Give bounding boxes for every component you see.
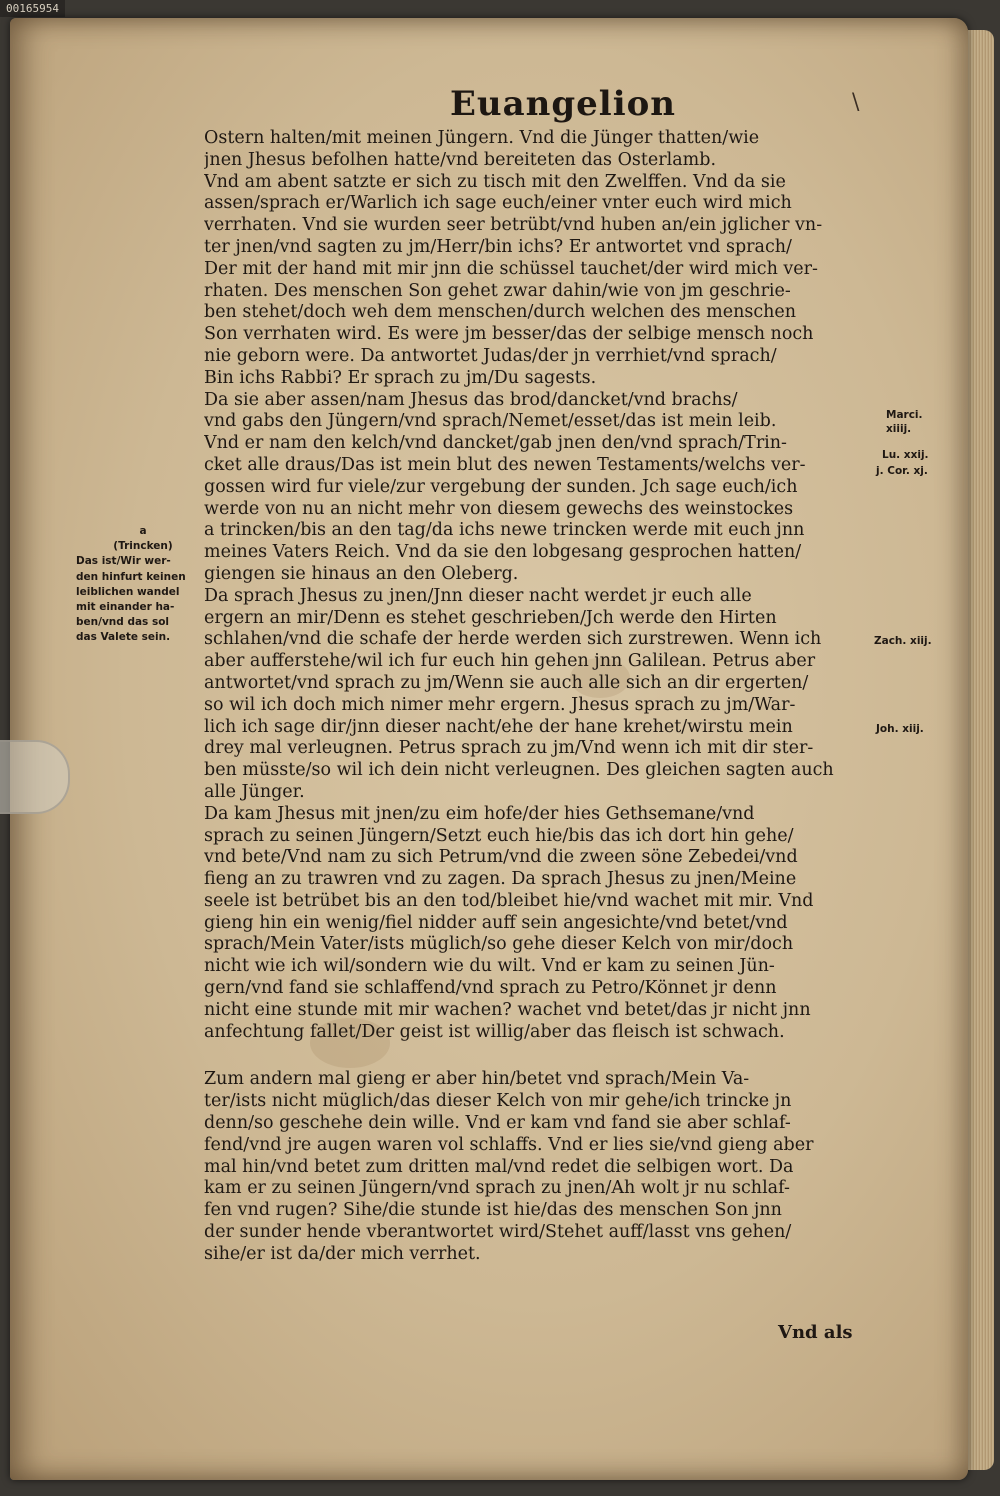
text-line: Son verrhaten wird. Es were jm besser/das der selbige mensch noch [204,324,814,345]
text-line: Da kam Jhesus mit jnen/zu eim hofe/der hies Gethsemane/vnd [204,803,755,824]
text-line: gossen wird fur viele/zur vergebung der sunden. Jch sage euch/ich [204,476,798,497]
text-line: antwortet/vnd sprach zu jm/Wenn sie auch alle sich an dir ergerten/ [204,672,809,693]
text-line: drey mal verleugnen. Petrus sprach zu jm/Vnd wenn ich mit dir ster- [204,738,814,759]
text-line: ben stehet/doch weh dem menschen/durch welchen des menschen [204,302,797,323]
text-line: verrhaten. Vnd sie wurden seer betrübt/vnd huben an/ein jglicher vn- [204,215,823,236]
text-line: Der mit der hand mit mir jnn die schüssel tauchet/der wird mich ver- [204,258,818,279]
text-line: der sunder hende vberantwortet wird/Stehet auff/lasst vns gehen/ [204,1222,792,1243]
text-line: giengen sie hinaus an den Oleberg. [204,563,519,584]
gloss-line: Das ist/Wir wer- [76,555,171,568]
text-line: fen vnd rugen? Sihe/die stunde ist hie/das des menschen Son jnn [204,1200,782,1221]
text-line: denn/so geschehe dein wille. Vnd er kam vnd fand sie aber schlaf- [204,1113,791,1134]
text-line: Da sprach Jhesus zu jnen/Jnn dieser nacht werdet jr euch alle [204,585,752,606]
page-marker-tab[interactable] [0,740,70,814]
text-line: ter jnen/vnd sagten zu jm/Herr/bin ichs? Er antwortet vnd sprach/ [204,236,792,257]
text-line: lich ich sage dir/jnn dieser nacht/ehe der hane krehet/wirstu mein [204,716,793,737]
text-line: sprach zu seinen Jüngern/Setzt euch hie/bis das ich dort hin gehe/ [204,825,794,846]
text-line: seele ist betrübet bis an den tod/bleibet hie/vnd wachet mit mir. Vnd [204,890,814,911]
gloss-line: mit einander ha- [76,601,175,614]
margin-note-marci [886,408,923,436]
gloss-line: a [139,525,147,537]
margin-note-joh [876,722,924,736]
text-block-1 [204,128,880,1043]
text-line: a trincken/bis an den tag/da ichs newe trincken werde mit euch jnn [204,520,805,541]
margin-note-line: Joh. xiij. [876,723,924,735]
margin-note-cor [876,464,928,478]
text-line: gern/vnd fand sie schlaffend/vnd sprach zu Petro/Könnet jr denn [204,978,777,999]
text-line: vnd gabs den Jüngern/vnd sprach/Nemet/esset/das ist mein leib. [204,411,777,432]
text-line: schlahen/vnd die schafe der herde werden sich zurstrewen. Wenn ich [204,629,822,650]
text-line: rhaten. Des menschen Son gehet zwar dahin/wie von jm geschrie- [204,280,791,301]
gloss-line: das Valete sein. [76,631,171,644]
text-line: Ostern halten/mit meinen Jüngern. Vnd die Jünger thatten/wie [204,128,760,148]
text-line: werde von nu an nicht mehr von diesem gewechs des weinstockes [204,498,794,519]
text-line: Bin ichs Rabbi? Er sprach zu jm/Du sagests. [204,367,597,388]
text-line: ergern an mir/Denn es stehet geschrieben/Jch werde den Hirten [204,607,777,628]
margin-note-line: Marci. [886,409,923,421]
text-line: gieng hin ein wenig/fiel nidder auff sein angesichte/vnd betet/vnd [204,912,788,933]
text-line: ben müsste/so wil ich dein nicht verleugnen. Des gleichen sagten auch [204,760,834,781]
text-line: meines Vaters Reich. Vnd da sie den lobgesang gesprochen hatten/ [204,542,802,563]
gloss-line: den hinfurt keinen [76,570,186,583]
gloss-line: ben/vnd das sol [76,616,170,629]
margin-note-line: j. Cor. xj. [876,465,928,477]
text-line: vnd bete/Vnd nam zu sich Petrum/vnd die zween söne Zebedei/vnd [204,847,798,868]
text-line: jnen Jhesus befolhen hatte/vnd bereiteten das Osterlamb. [204,149,717,170]
text-line: anfechtung fallet/Der geist ist willig/aber das fleisch ist schwach. [204,1021,785,1042]
gloss-line: (Trincken) [113,540,173,553]
running-header: Euangelion [450,84,677,124]
text-line: aber aufferstehe/wil ich fur euch hin gehen jnn Galilean. Petrus aber [204,651,816,672]
text-line: Da sie aber assen/nam Jhesus das brod/dancket/vnd brachs/ [204,389,738,410]
text-line: Vnd am abent satzte er sich zu tisch mit den Zwelffen. Vnd da sie [204,171,786,192]
text-line: sprach/Mein Vater/ists müglich/so gehe dieser Kelch von mir/doch [204,934,794,955]
text-line: alle Jünger. [204,781,305,802]
marginal-gloss [76,524,210,646]
text-line: mal hin/vnd betet zum dritten mal/vnd redet die selbigen wort. Da [204,1156,794,1177]
text-line: assen/sprach er/Warlich ich sage euch/einer vnter euch wird mich [204,193,792,214]
text-line: Vnd er nam den kelch/vnd dancket/gab jnen den/vnd sprach/Trin- [204,433,787,454]
paragraph-gap [204,1043,880,1069]
margin-note-line: Lu. xxij. [882,449,929,461]
text-line: nicht wie ich wil/sondern wie du wilt. Vnd er kam zu seinen Jün- [204,956,775,977]
text-line: Zum andern mal gieng er aber hin/betet vnd sprach/Mein Va- [204,1069,750,1090]
text-line: cket alle draus/Das ist mein blut des newen Testaments/welchs ver- [204,454,806,475]
page-edge [968,30,994,1470]
main-text [204,128,880,1266]
folio-mark: \ [852,90,860,115]
scan-id-label: 00165954 [0,0,65,17]
text-line: so wil ich doch mich nimer mehr ergern. Jhesus sprach zu jm/War- [204,694,796,715]
text-line: kam er zu seinen Jüngern/vnd sprach zu jnen/Ah wolt jr nu schlaf- [204,1178,790,1199]
text-line: fieng an zu trawren vnd zu zagen. Da sprach Jhesus zu jnen/Meine [204,869,797,890]
margin-note-zach [874,634,932,648]
text-line: sihe/er ist da/der mich verrhet. [204,1243,481,1264]
margin-note-luc [882,448,929,462]
gloss-line: leiblichen wandel [76,585,180,598]
margin-note-line: xiiij. [886,423,912,435]
text-line: nie geborn were. Da antwortet Judas/der jn verrhiet/vnd sprach/ [204,345,777,366]
catchword: Vnd als [778,1322,853,1343]
text-line: ter/ists nicht müglich/das dieser Kelch von mir gehe/ich trincke jn [204,1091,792,1112]
margin-note-line: Zach. xiij. [874,635,932,647]
text-block-2 [204,1069,880,1265]
text-line: nicht eine stunde mit mir wachen? wachet vnd betet/das jr nicht jnn [204,999,811,1020]
text-line: fend/vnd jre augen waren vol schlaffs. Vnd er lies sie/vnd gieng aber [204,1134,814,1155]
